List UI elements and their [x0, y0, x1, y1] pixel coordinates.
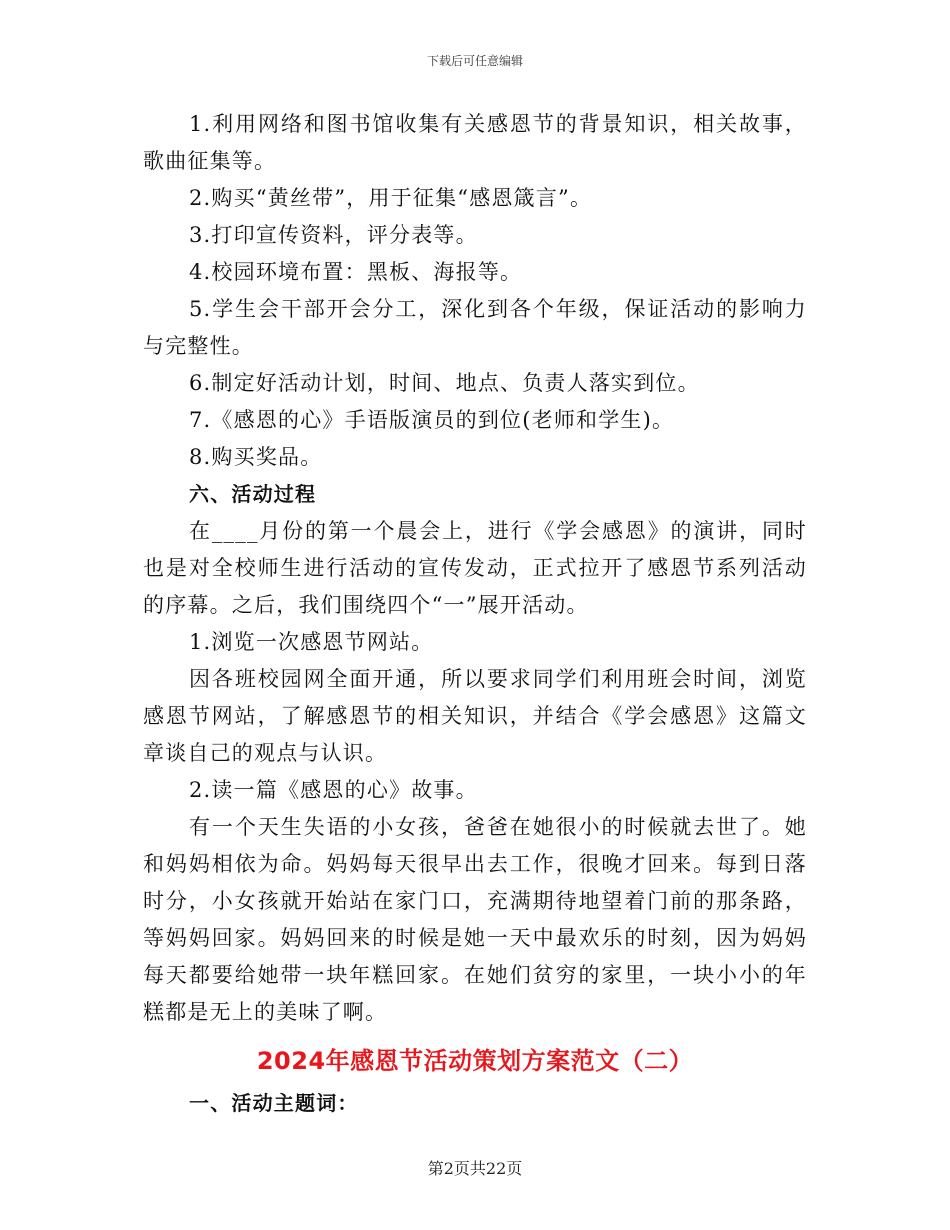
prep-item-6: 6.制定好活动计划，时间、地点、负责人落实到位。 [189, 371, 700, 395]
prep-item-1: 1.利用网络和图书馆收集有关感恩节的背景知识，相关故事，歌曲征集等。 [143, 112, 807, 173]
step2-body: 有一个天生失语的小女孩，爸爸在她很小的时候就去世了。她和妈妈相依为命。妈妈每天很早出去工作，很晚才回来。每到日落时分，小女孩就开始站在家门口，充满期待地望着门前的那条路，等妈妈回家。妈妈回来的时候是她一天中最欢乐的时刻，因为妈妈每天都要给她带一块年糕回家。在她们贫穷的家里，一块小小的年糕都是无上的美味了啊。 [143, 815, 807, 1024]
process-heading: 六、活动过程 [189, 482, 317, 506]
prep-item-7: 7.《感恩的心》手语版演员的到位(老师和学生)。 [189, 408, 675, 432]
prep-item-3: 3.打印宣传资料，评分表等。 [189, 223, 478, 247]
prep-item-4: 4.校园环境布置：黑板、海报等。 [189, 260, 523, 284]
document-body [143, 106, 807, 1122]
step1-title: 1.浏览一次感恩节网站。 [189, 630, 434, 654]
prep-item-5: 5.学生会干部开会分工，深化到各个年级，保证活动的影响力与完整性。 [143, 297, 807, 358]
page-footer: 第2页共22页 [427, 1159, 523, 1178]
step2-title: 2.读一篇《感恩的心》故事。 [189, 778, 478, 802]
prep-item-8: 8.购买奖品。 [189, 445, 323, 469]
section-title: 2024年感恩节活动策划方案范文（二） [256, 1047, 694, 1075]
process-intro: 在____月份的第一个晨会上，进行《学会感恩》的演讲，同时也是对全校师生进行活动的宣传发动，正式拉开了感恩节系列活动的序幕。之后，我们围绕四个“一”展开活动。 [143, 519, 807, 617]
page-header: 下载后可任意编辑 [426, 54, 523, 68]
prep-item-2: 2.购买“黄丝带”，用于征集“感恩箴言”。 [189, 186, 593, 210]
step1-body: 因各班校园网全面开通，所以要求同学们利用班会时间，浏览感恩节网站，了解感恩节的相关知识，并结合《学会感恩》这篇文章谈自己的观点与认识。 [143, 667, 807, 765]
theme-heading: 一、活动主题词： [189, 1091, 359, 1115]
